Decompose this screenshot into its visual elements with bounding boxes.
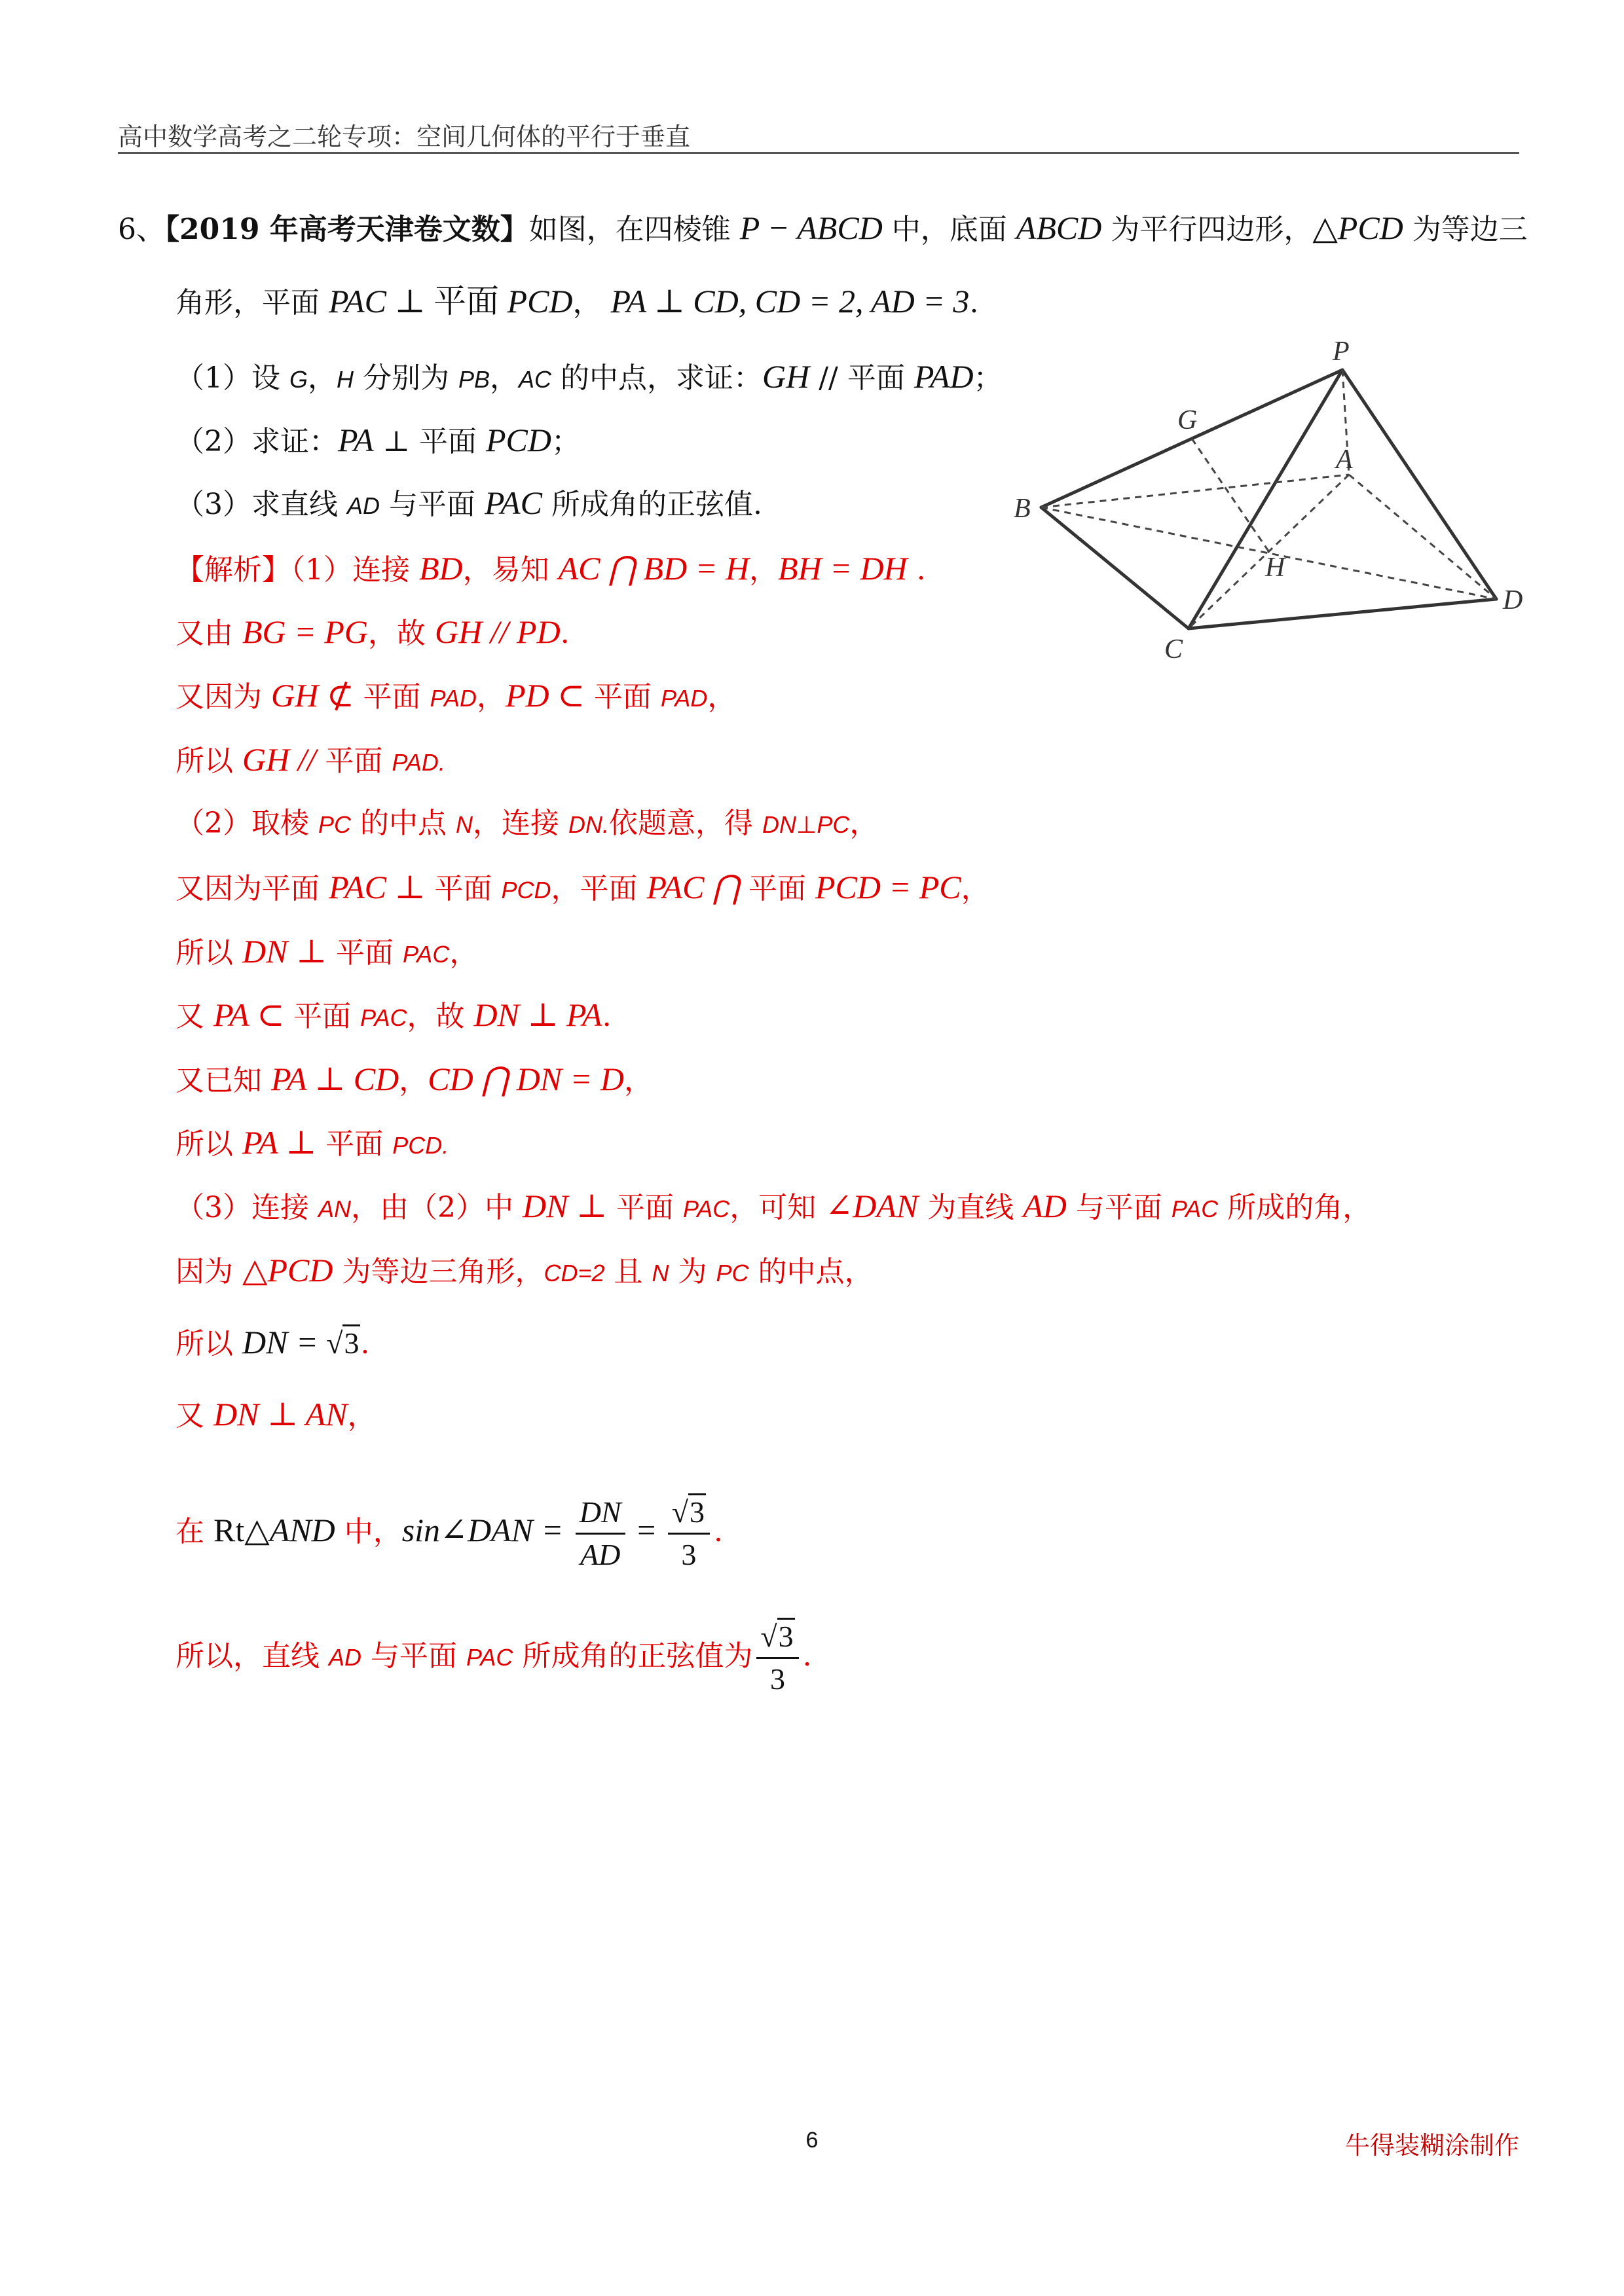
footer-credit: 牛得装糊涂制作 xyxy=(1344,2131,1519,2160)
math: GH ⊄ xyxy=(271,677,354,714)
math: BH = DH xyxy=(778,550,908,587)
math-plane: PCD xyxy=(485,422,551,458)
edge-PD xyxy=(1342,370,1496,599)
sol-var: PAD xyxy=(661,685,708,712)
q-var: PB xyxy=(458,366,490,393)
sol-var: PAC xyxy=(402,941,450,968)
q-text: 分别为 xyxy=(354,361,458,395)
problem-text: 中，底面 xyxy=(882,213,1016,246)
sol-var: AN xyxy=(318,1195,351,1222)
sol-text: 为 xyxy=(669,1255,716,1288)
sol-text: 又 xyxy=(175,1000,213,1033)
label-A: A xyxy=(1336,445,1353,475)
q-text: 所成角的正弦值. xyxy=(542,488,762,521)
q-var: G xyxy=(289,366,308,393)
q-var: H xyxy=(337,366,354,393)
page-header-title: 高中数学高考之二轮专项：空间几何体的平行于垂直 xyxy=(118,122,691,151)
sol-var: N xyxy=(652,1260,669,1286)
math: DN ⊥ AN xyxy=(213,1396,348,1432)
fraction-denominator: 3 xyxy=(769,1662,785,1696)
segment-GH xyxy=(1192,439,1269,552)
problem-line-1 xyxy=(118,208,1528,249)
q-text: （2）求证： xyxy=(175,425,338,458)
sol-text: . xyxy=(802,1639,812,1673)
solution-line-11 xyxy=(175,1186,1371,1229)
math: ∠DAN xyxy=(825,1188,919,1224)
label-D: D xyxy=(1503,585,1523,615)
sol-text: ， xyxy=(849,807,879,840)
sol-text: ， xyxy=(476,680,506,714)
sol-text: ， xyxy=(624,1064,653,1097)
sol-var: PAD xyxy=(430,685,477,712)
q-text: ， xyxy=(490,361,519,395)
sol-text: ， xyxy=(399,1064,428,1097)
math: PA ⊂ xyxy=(213,996,285,1033)
sol-text: 所以 xyxy=(175,744,242,778)
fraction-denominator: 3 xyxy=(681,1538,697,1571)
sol-text: ，由（2）中 xyxy=(351,1191,523,1224)
sol-text: ，故 xyxy=(407,1000,474,1033)
edge-CD xyxy=(1189,599,1496,629)
sol-text: . xyxy=(602,1000,612,1033)
math: PA ⊥ xyxy=(242,1124,317,1161)
math: PCD = PC xyxy=(815,869,961,905)
solution-line-2 xyxy=(175,612,570,653)
math: DN = xyxy=(242,1324,327,1360)
solution-line-3 xyxy=(175,676,736,718)
solution-line-16 xyxy=(175,1607,812,1707)
math: DN ⊥ xyxy=(242,933,327,970)
math-plane: PAC xyxy=(329,283,386,319)
fraction-numerator: √3 xyxy=(756,1616,798,1659)
header-divider xyxy=(118,152,1519,154)
sol-text: 所成的角， xyxy=(1218,1191,1372,1224)
edge-BC xyxy=(1041,507,1189,629)
sol-var: CD=2 xyxy=(544,1260,605,1286)
sol-var: PAC xyxy=(1171,1195,1219,1222)
math: AND xyxy=(269,1512,335,1548)
sol-text: ，可知 xyxy=(729,1191,826,1224)
math: GH // xyxy=(242,741,316,778)
q-text: ， xyxy=(308,361,337,395)
fraction-answer xyxy=(756,1616,798,1700)
problem-text: . xyxy=(969,286,979,319)
solution-line-4 xyxy=(175,740,445,782)
math-base: ABCD xyxy=(1016,210,1102,246)
math: AC ⋂ BD = H xyxy=(558,550,750,587)
sol-text: 平面 xyxy=(606,1191,683,1224)
math: DN ⊥ xyxy=(522,1188,607,1224)
math: = xyxy=(629,1512,664,1548)
problem-number: 6、 xyxy=(118,213,165,246)
math: PD ⊂ xyxy=(505,677,585,714)
problem-text: ， xyxy=(572,286,611,319)
math: △PCD xyxy=(242,1252,333,1288)
sol-text: 因为 xyxy=(175,1255,242,1288)
solution-line-5 xyxy=(175,804,878,845)
sol-text: ， xyxy=(961,872,990,905)
problem-text: 为等边三 xyxy=(1403,213,1528,246)
math: CD ⋂ DN = D xyxy=(428,1061,624,1097)
q-text: （1）设 xyxy=(175,361,289,395)
fraction-dn-ad xyxy=(576,1492,625,1575)
fraction-numerator: √3 xyxy=(668,1492,710,1535)
problem-text: 角形，平面 xyxy=(175,286,329,319)
sol-text: 且 xyxy=(604,1255,652,1288)
sol-text: 平面 xyxy=(316,744,392,778)
math-plane: PCD xyxy=(507,283,573,319)
sol-text: 平面 xyxy=(326,936,403,970)
solution-line-13 xyxy=(175,1322,369,1364)
sol-text: 平面 xyxy=(585,680,661,714)
solution-tag: 【解析】 xyxy=(175,553,291,587)
sol-var: PAC xyxy=(466,1644,513,1671)
sol-text: 为直线 xyxy=(918,1191,1024,1224)
q-text: // 平面 xyxy=(809,361,914,395)
q-text: 的中点，求证： xyxy=(551,361,763,395)
q-text: 与平面 xyxy=(380,488,485,521)
math-perp: ⊥ 平面 xyxy=(386,283,507,319)
sol-text: 平面 xyxy=(284,1000,361,1033)
math: GH // PD xyxy=(435,613,561,650)
sqrt-radicand: 3 xyxy=(777,1618,795,1653)
sol-text: 中， xyxy=(335,1515,402,1548)
math: BG = PG xyxy=(242,613,369,650)
sqrt-expression: √3 xyxy=(326,1324,360,1360)
edge-AC xyxy=(1189,475,1349,629)
question-2 xyxy=(175,420,580,462)
sol-text: 与平面 xyxy=(1066,1191,1172,1224)
sol-text: 在 xyxy=(175,1515,213,1548)
solution-line-14 xyxy=(175,1394,376,1436)
sol-var: N xyxy=(455,811,473,838)
sol-var: PAC xyxy=(682,1195,730,1222)
fraction-numerator: DN xyxy=(576,1492,625,1535)
sol-text: （3）连接 xyxy=(175,1191,318,1224)
sol-var: PCD. xyxy=(392,1132,449,1159)
sqrt-radicand: 3 xyxy=(688,1493,706,1529)
question-1 xyxy=(175,357,1003,399)
sol-var: PC xyxy=(716,1260,749,1286)
q-text: （3）求直线 xyxy=(175,488,347,521)
math: BD xyxy=(418,550,463,587)
math: DN ⊥ PA xyxy=(473,996,602,1033)
solution-line-1 xyxy=(175,549,926,590)
sol-text: ， xyxy=(347,1399,377,1432)
solution-line-7 xyxy=(175,932,478,974)
label-H: H xyxy=(1265,553,1285,583)
page-number: 6 xyxy=(805,2128,819,2153)
sol-var: PAD. xyxy=(392,749,445,776)
label-B: B xyxy=(1014,494,1031,524)
q-text: ； xyxy=(551,425,580,458)
edge-BA xyxy=(1041,475,1349,507)
q-text: ； xyxy=(973,361,1003,395)
problem-text: 为平行四边形， xyxy=(1101,213,1313,246)
sol-text: （1）连接 xyxy=(291,553,419,587)
problem-source: 【2019 年高考天津卷文数】 xyxy=(165,213,529,246)
sol-text: 平面 xyxy=(739,872,816,905)
sol-text: 为等边三角形， xyxy=(333,1255,544,1288)
sol-text: 平面 xyxy=(354,680,430,714)
problem-line-2 xyxy=(175,282,978,323)
sol-text: 又因为 xyxy=(175,680,271,714)
pyramid-figure xyxy=(1008,331,1532,671)
sol-var: DN. xyxy=(568,811,609,838)
sol-text: ， xyxy=(707,680,737,714)
sol-text: 所以 xyxy=(175,1127,242,1161)
label-C: C xyxy=(1164,634,1183,665)
edge-PC xyxy=(1189,370,1342,629)
sol-var: DN⊥PC xyxy=(762,811,850,838)
sol-text: . xyxy=(560,617,570,650)
solution-line-9 xyxy=(175,1059,653,1101)
math: sin∠DAN = xyxy=(401,1512,572,1548)
math-gh: GH xyxy=(762,358,810,395)
math: PAC ⊥ xyxy=(329,869,426,905)
sol-var: PCD xyxy=(501,877,551,903)
sol-text: 依题意，得 xyxy=(608,807,762,840)
sol-var: PC xyxy=(318,811,351,838)
q-var: AC xyxy=(519,366,552,393)
solution-line-8 xyxy=(175,995,612,1038)
sol-text: 所成角的正弦值为 xyxy=(513,1639,753,1673)
sol-text: ， xyxy=(449,936,479,970)
q-text: ⊥ 平面 xyxy=(373,425,486,458)
sol-text: 又已知 xyxy=(175,1064,271,1097)
sol-text: ，平面 xyxy=(551,872,647,905)
sol-text: . xyxy=(360,1327,370,1360)
sol-text: ，连接 xyxy=(472,807,568,840)
problem-text: 如图，在四棱锥 xyxy=(528,213,740,246)
sol-text: 的中点 xyxy=(351,807,456,840)
question-3 xyxy=(175,483,762,526)
sol-text: . xyxy=(714,1515,724,1548)
sol-var: AD xyxy=(329,1644,362,1671)
sol-text: ，故 xyxy=(368,617,435,650)
solution-line-10 xyxy=(175,1123,449,1165)
sol-text: 平面 xyxy=(316,1127,393,1161)
sol-text: . xyxy=(907,553,926,587)
math: AD xyxy=(1023,1188,1067,1224)
sol-text: ，易知 xyxy=(462,553,559,587)
sol-text: ， xyxy=(749,553,779,587)
sol-text: 的中点， xyxy=(748,1255,874,1288)
sol-text: 又由 xyxy=(175,617,242,650)
math: Rt△ xyxy=(213,1512,270,1548)
sol-text: 又 xyxy=(175,1399,213,1432)
label-P: P xyxy=(1333,337,1350,367)
sol-text: 所以 xyxy=(175,1327,242,1360)
math: PAC ⋂ xyxy=(646,869,740,905)
sol-text: 又因为平面 xyxy=(175,872,329,905)
sol-text: 所以 xyxy=(175,936,242,970)
sol-var: PAC xyxy=(360,1004,407,1031)
solution-line-12 xyxy=(175,1250,873,1293)
math-pyramid: P − ABCD xyxy=(739,210,883,246)
fraction-denominator: AD xyxy=(580,1538,621,1571)
sol-text: 平面 xyxy=(425,872,502,905)
math: PA ⊥ CD xyxy=(271,1061,399,1097)
math-plane: PAC xyxy=(484,484,542,521)
sol-text: 与平面 xyxy=(361,1639,466,1673)
q-var: AD xyxy=(346,492,380,519)
sqrt-radicand: 3 xyxy=(342,1324,360,1360)
sol-text: 所以，直线 xyxy=(175,1639,329,1673)
math-plane: PAD xyxy=(913,358,974,395)
math-pa: PA xyxy=(338,422,374,458)
solution-line-15 xyxy=(175,1481,723,1581)
label-G: G xyxy=(1177,405,1198,435)
solution-line-6 xyxy=(175,867,990,910)
edge-AD xyxy=(1349,475,1496,599)
sol-text: （2）取棱 xyxy=(175,807,318,840)
fraction-sqrt3-3 xyxy=(668,1492,710,1575)
math-conditions: PA ⊥ CD, CD = 2, AD = 3 xyxy=(610,283,970,319)
math-triangle: △PCD xyxy=(1312,210,1403,246)
